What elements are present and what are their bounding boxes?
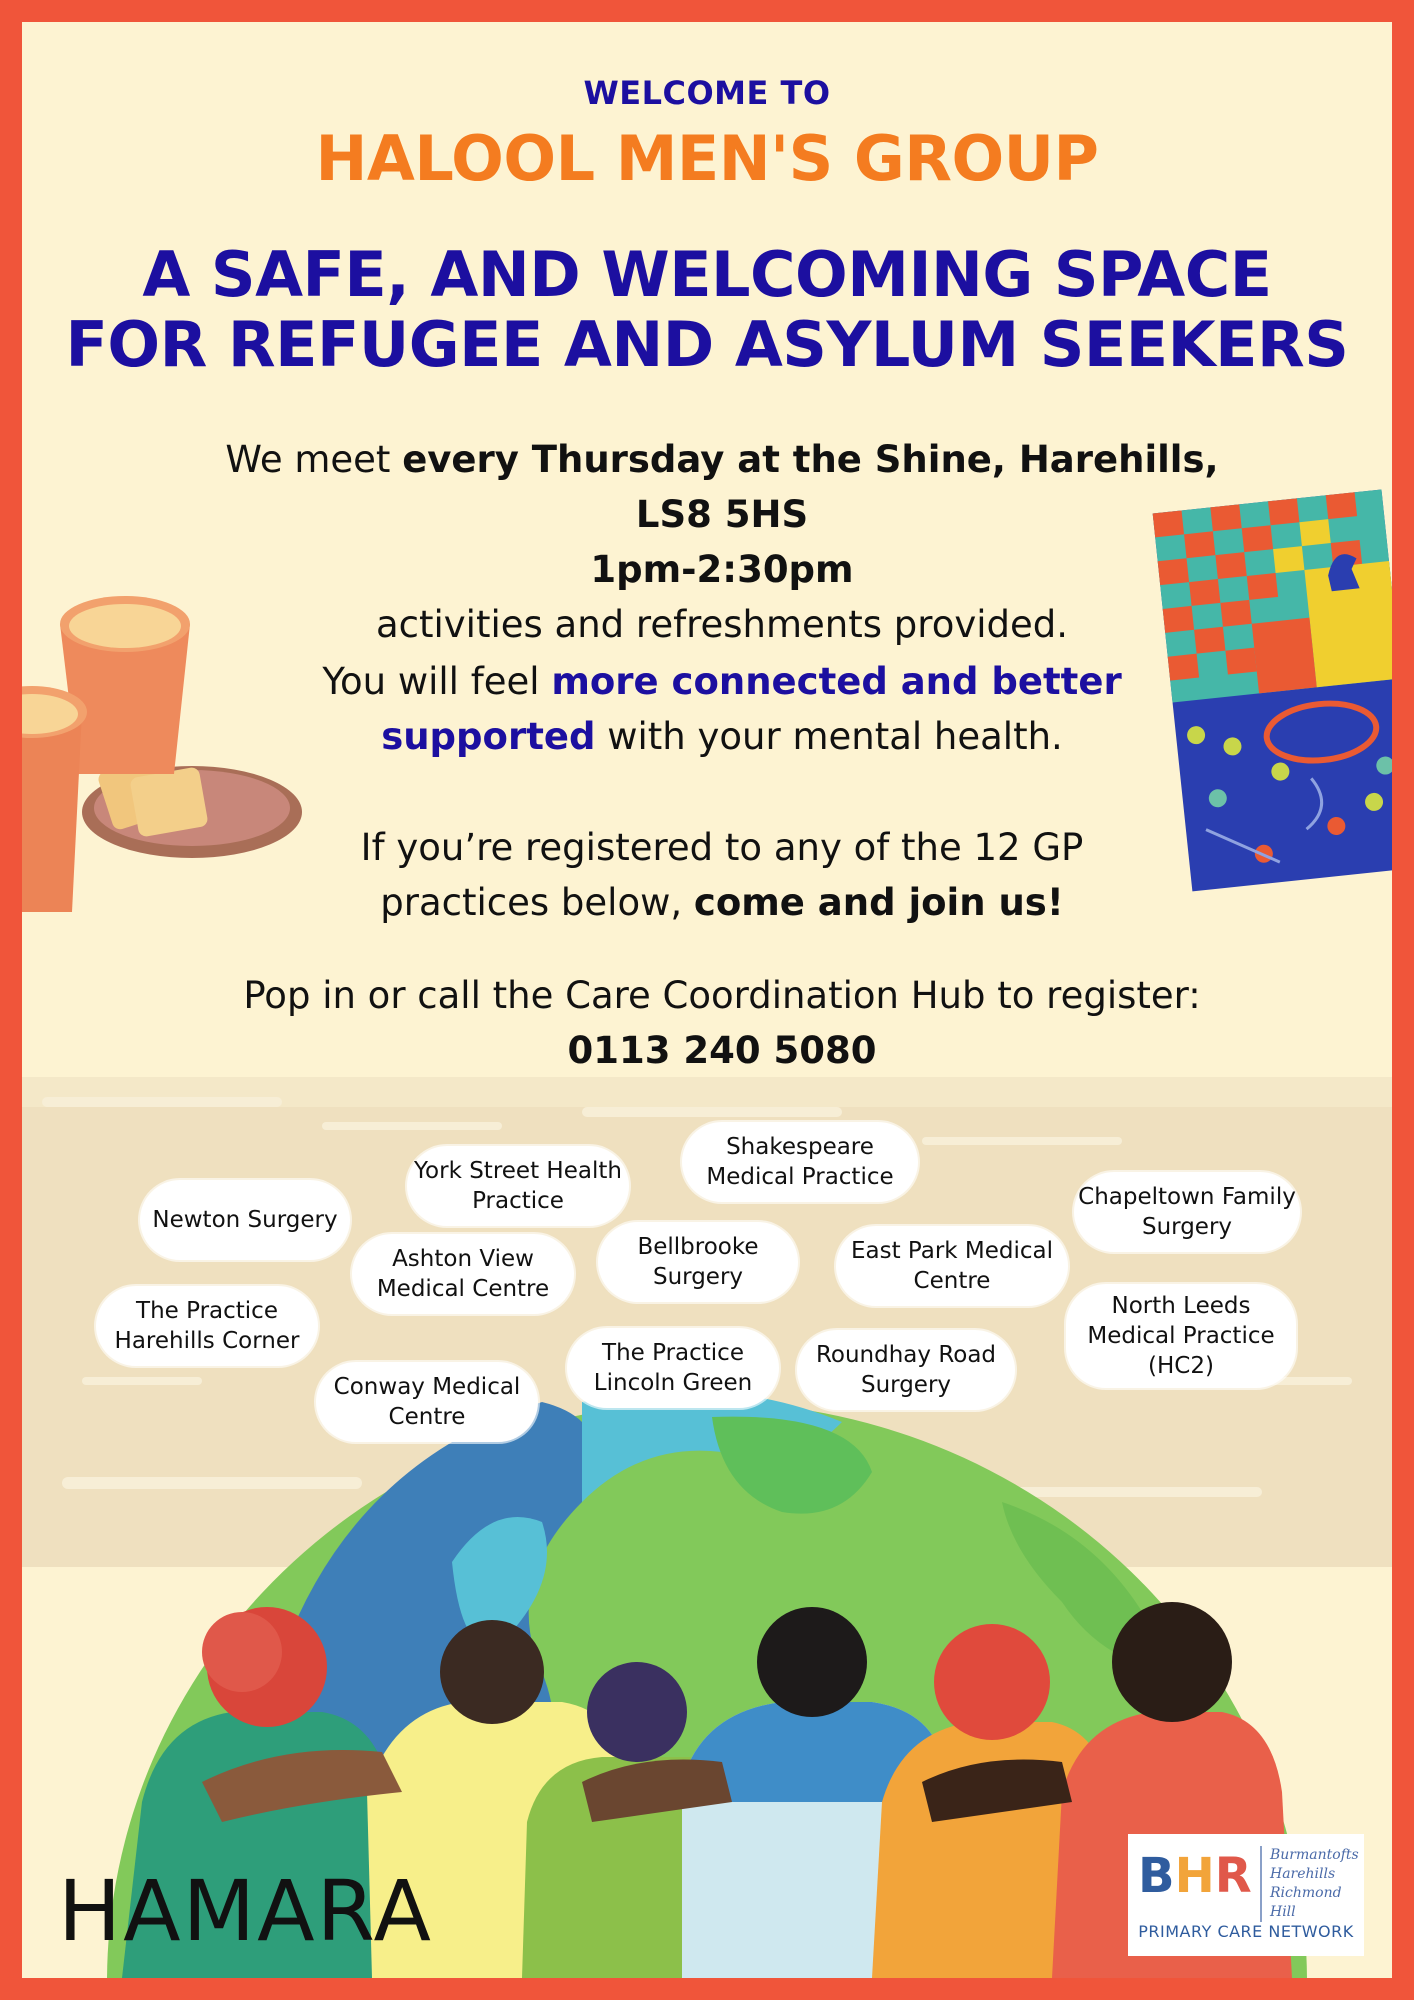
contact-section [222,968,1222,1078]
benefit-post: with your mental health. [595,715,1063,758]
join-cta: come and join us! [693,881,1064,924]
headline-line-2: FOR REFUGEE AND ASYLUM SEEKERS [65,308,1349,381]
bhr-network-label: PRIMARY CARE NETWORK [1138,1922,1354,1941]
practice-bubble-lincoln-green: The Practice Lincoln Green [567,1328,779,1408]
practice-bubble-york-street: York Street Health Practice [407,1146,629,1226]
poster [22,22,1392,1978]
meeting-time: 1pm-2:30pm [590,548,854,591]
meeting-details [222,432,1222,652]
practice-bubble-north-leeds: North Leeds Medical Practice (HC2) [1066,1284,1296,1388]
eligibility-text [272,820,1172,930]
welcome-label: WELCOME TO [583,74,831,112]
practice-bubble-shakespeare: Shakespeare Medical Practice [682,1122,918,1202]
eligibility-pre: If you’re registered to any of the 12 GP practices below, [360,826,1084,924]
practice-bubble-harehills-corner: The Practice Harehills Corner [96,1286,318,1366]
practice-bubble-ashton-view: Ashton View Medical Centre [352,1234,574,1314]
meeting-intro: We meet [225,438,403,481]
meeting-provided: activities and refreshments provided. [375,603,1068,646]
contact-text: Pop in or call the Care Coordination Hub to register: [243,974,1201,1017]
headline [22,240,1392,380]
practice-bubble-bellbrooke: Bellbrooke Surgery [598,1222,798,1302]
benefit-highlight: more connected and better supported [381,660,1122,758]
meeting-location: every Thursday at the Shine, Harehills, LS8 5HS [402,438,1219,536]
practice-bubble-east-park: East Park Medical Centre [836,1226,1068,1306]
hamara-logo: HAMARA [58,1862,433,1960]
bhr-place-names: Burmantofts Harehills Richmond Hill [1260,1846,1364,1922]
benefit-text [252,654,1192,764]
bhr-letters: BHR [1138,1848,1252,1904]
practice-bubble-roundhay-road: Roundhay Road Surgery [797,1330,1015,1410]
practice-bubble-newton: Newton Surgery [140,1180,350,1260]
practice-bubble-conway: Conway Medical Centre [316,1362,538,1442]
group-name-title: HALOOL MEN'S GROUP [315,122,1099,195]
phone-number: 0113 240 5080 [567,1029,877,1072]
bhr-pcn-logo [1128,1834,1364,1956]
practice-bubble-chapeltown: Chapeltown Family Surgery [1074,1172,1300,1252]
headline-line-1: A SAFE, AND WELCOMING SPACE [142,238,1272,311]
benefit-pre: You will feel [322,660,552,703]
